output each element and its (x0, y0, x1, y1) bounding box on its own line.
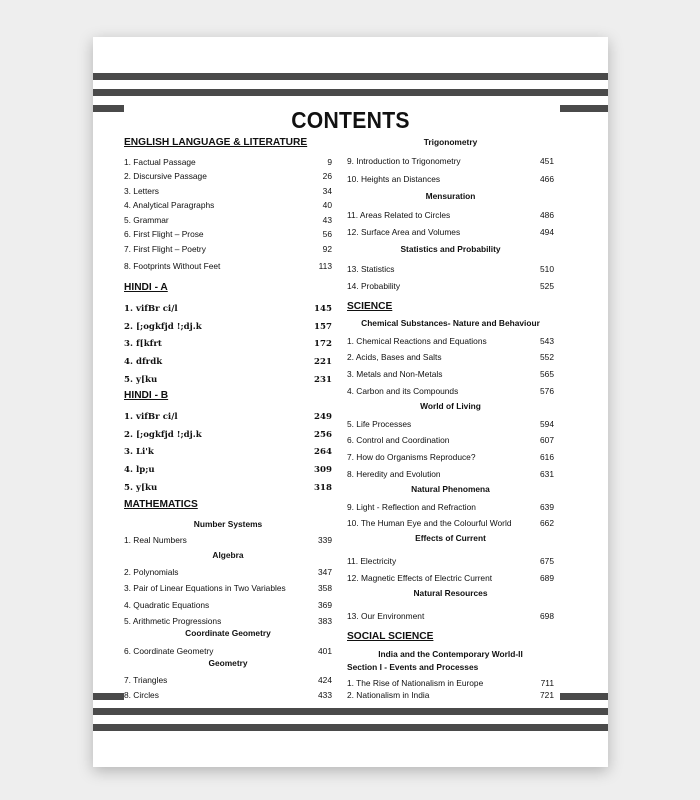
toc-entry[interactable]: 2. [;ogkfjd !;dj.k 157 (124, 322, 332, 332)
toc-entry[interactable]: 10. Heights an Distances 466 (347, 174, 554, 184)
toc-entry[interactable]: 2. Discursive Passage 26 (124, 171, 332, 181)
top-stripe-1 (93, 73, 608, 80)
subheading-natural-phenomena: Natural Phenomena (411, 484, 490, 494)
subheading-india-contemporary: India and the Contemporary World-II (378, 649, 523, 659)
toc-entry[interactable]: 5. y[ku 318 (124, 483, 332, 493)
toc-entry[interactable]: 13. Statistics 510 (347, 264, 554, 274)
social-science-heading: SOCIAL SCIENCE (347, 631, 434, 642)
toc-entry[interactable]: 4. Analytical Paragraphs 40 (124, 200, 332, 210)
toc-entry[interactable]: 10. The Human Eye and the Colourful World 662 (347, 518, 554, 528)
subheading-section-1: Section I - Events and Processes (347, 662, 479, 672)
toc-entry[interactable]: 8. Heredity and Evolution 631 (347, 469, 554, 479)
toc-entry[interactable]: 1. Factual Passage 9 (124, 157, 332, 167)
toc-entry[interactable]: 2. [;ogkfjd !;dj.k 256 (124, 430, 332, 440)
toc-entry[interactable]: 8. Circles 433 (124, 690, 332, 700)
toc-entry[interactable]: 9. Light - Reflection and Refraction 639 (347, 502, 554, 512)
toc-entry[interactable]: 3. f[kfrt 172 (124, 339, 332, 349)
toc-entry[interactable]: 1. vifBr ci/l 145 (124, 304, 332, 314)
page-title: CONTENTS (291, 107, 410, 133)
bottom-stripe-1 (93, 708, 608, 715)
toc-entry[interactable]: 5. Arithmetic Progressions 383 (124, 616, 332, 626)
subheading-mensuration: Mensuration (425, 191, 476, 201)
toc-entry[interactable]: 2. Polynomials 347 (124, 567, 332, 577)
subheading-algebra: Algebra (212, 550, 244, 560)
bottom-left-stub (93, 693, 124, 700)
subheading-effects-of-current: Effects of Current (415, 533, 486, 543)
toc-entry[interactable]: 5. y[ku 231 (124, 375, 332, 385)
toc-entry[interactable]: 11. Areas Related to Circles 486 (347, 210, 554, 220)
subheading-trigonometry: Trigonometry (423, 137, 478, 147)
english-heading: ENGLISH LANGUAGE & LITERATURE (124, 137, 308, 148)
toc-entry[interactable]: 3. Li'k 264 (124, 447, 332, 457)
toc-entry[interactable]: 5. Life Processes 594 (347, 419, 554, 429)
toc-entry[interactable]: 5. Grammar 43 (124, 215, 332, 225)
toc-entry[interactable]: 9. Introduction to Trigonometry 451 (347, 156, 554, 166)
toc-entry[interactable]: 4. dfrdk 221 (124, 357, 332, 367)
toc-entry[interactable]: 4. Quadratic Equations 369 (124, 600, 332, 610)
toc-entry[interactable]: 6. Coordinate Geometry 401 (124, 646, 332, 656)
toc-entry[interactable]: 7. First Flight – Poetry 92 (124, 244, 332, 254)
toc-entry[interactable]: 14. Probability 525 (347, 281, 554, 291)
toc-entry[interactable]: 6. First Flight – Prose 56 (124, 229, 332, 239)
toc-entry[interactable]: 2. Nationalism in India 721 (347, 690, 554, 700)
toc-entry[interactable]: 7. How do Organisms Reproduce? 616 (347, 452, 554, 462)
toc-entry[interactable]: 3. Pair of Linear Equations in Two Variables 358 (124, 583, 332, 593)
subheading-statistics: Statistics and Probability (400, 244, 501, 254)
top-stripe-2 (93, 89, 608, 96)
toc-entry[interactable]: 12. Magnetic Effects of Electric Current 689 (347, 573, 554, 583)
toc-entry[interactable]: 1. The Rise of Nationalism in Europe 711 (347, 678, 554, 688)
toc-entry[interactable]: 7. Triangles 424 (124, 675, 332, 685)
toc-entry[interactable]: 2. Acids, Bases and Salts 552 (347, 352, 554, 362)
toc-entry[interactable]: 4. lp;u 309 (124, 465, 332, 475)
book-page (93, 37, 608, 767)
toc-entry[interactable]: 4. Carbon and its Compounds 576 (347, 386, 554, 396)
bottom-stripe-2 (93, 724, 608, 731)
subheading-coordinate-geometry: Coordinate Geometry (185, 628, 271, 638)
bottom-right-stub (560, 693, 608, 700)
toc-entry[interactable]: 13. Our Environment 698 (347, 611, 554, 621)
science-heading: SCIENCE (347, 301, 393, 312)
toc-entry[interactable]: 1. vifBr ci/l 249 (124, 412, 332, 422)
subheading-world-of-living: World of Living (420, 401, 481, 411)
subheading-chemical: Chemical Substances- Nature and Behaviour (361, 318, 540, 328)
subheading-number-systems: Number Systems (193, 519, 263, 529)
toc-entry[interactable]: 11. Electricity 675 (347, 556, 554, 566)
toc-entry[interactable]: 6. Control and Coordination 607 (347, 435, 554, 445)
toc-entry[interactable]: 3. Metals and Non-Metals 565 (347, 369, 554, 379)
subheading-natural-resources: Natural Resources (413, 588, 488, 598)
subheading-geometry: Geometry (208, 658, 248, 668)
toc-entry[interactable]: 8. Footprints Without Feet 113 (124, 261, 332, 271)
mathematics-heading: MATHEMATICS (124, 499, 198, 510)
toc-entry[interactable]: 3. Letters 34 (124, 186, 332, 196)
hindi-a-heading: HINDI - A (124, 282, 168, 293)
toc-entry[interactable]: 1. Real Numbers 339 (124, 535, 332, 545)
toc-entry[interactable]: 1. Chemical Reactions and Equations 543 (347, 336, 554, 346)
hindi-b-heading: HINDI - B (124, 390, 169, 401)
toc-entry[interactable]: 12. Surface Area and Volumes 494 (347, 227, 554, 237)
